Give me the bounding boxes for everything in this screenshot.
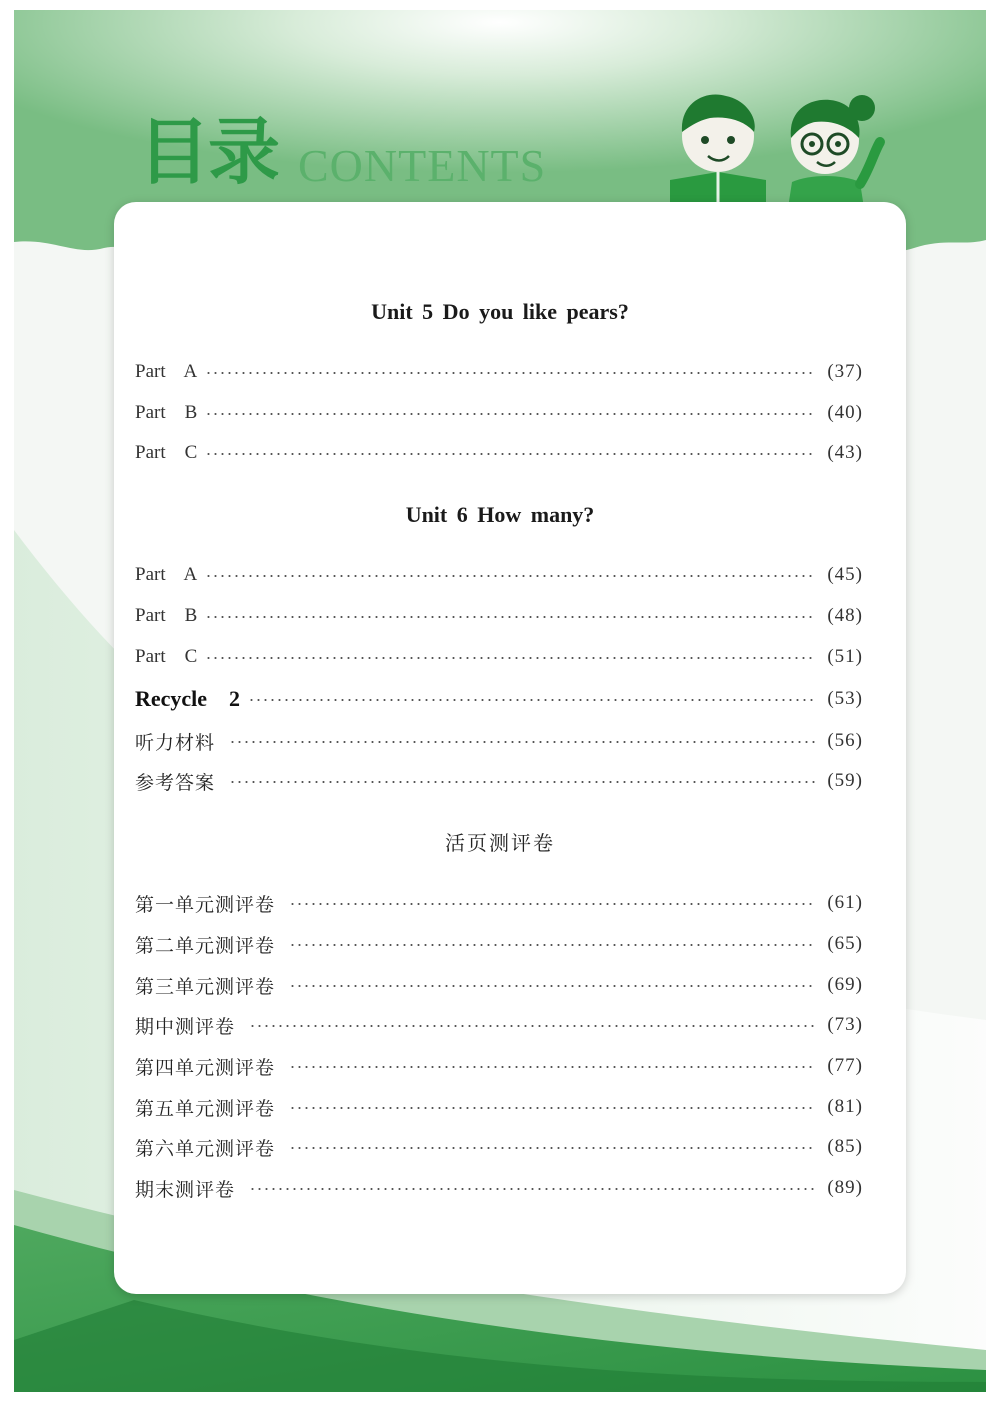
dot-leader (249, 1188, 815, 1190)
dot-leader (205, 616, 815, 618)
toc-entry-page: (77) (827, 1055, 863, 1076)
dot-leader (249, 1025, 815, 1027)
toc-entry-test[interactable] (135, 1051, 863, 1081)
unit-6-title: Unit 6 How many? (405, 502, 595, 527)
toc-entry-test[interactable] (135, 929, 863, 959)
dot-leader (205, 453, 815, 455)
toc-entry-label: 期末测评卷 (135, 1178, 236, 1201)
toc-entry-test[interactable] (135, 888, 863, 918)
toc-entry-page: (89) (827, 1177, 863, 1198)
toc-entry-answers[interactable] (135, 766, 863, 796)
toc-entry[interactable] (135, 438, 863, 468)
dot-leader (289, 985, 815, 987)
dot-leader (229, 741, 815, 743)
dot-leader (205, 657, 815, 659)
dot-leader (289, 903, 815, 905)
toc-entry-page: (65) (827, 933, 863, 954)
toc-entry-label: 第二单元测评卷 (135, 934, 276, 957)
dot-leader (248, 699, 815, 701)
toc-entry[interactable] (135, 398, 863, 428)
toc-entry[interactable] (135, 357, 863, 387)
toc-entry-label: 第一单元测评卷 (135, 893, 276, 916)
toc-entry-label: 第三单元测评卷 (135, 975, 276, 998)
toc-entry-label: Part A (135, 564, 198, 585)
toc-entry[interactable] (135, 560, 863, 590)
toc-entry-page: (40) (827, 402, 863, 423)
toc-entry-label: Part B (135, 605, 198, 626)
toc-entry-page: (53) (827, 688, 863, 709)
dot-leader (205, 372, 815, 374)
toc-entry[interactable] (135, 642, 863, 672)
toc-entry-page: (69) (827, 974, 863, 995)
contents-title-cn: 目录 (138, 110, 279, 194)
dot-leader (289, 944, 815, 946)
dot-leader (289, 1066, 815, 1068)
toc-entry-page: (43) (827, 442, 863, 463)
toc-entry-page: (51) (827, 646, 863, 667)
unit-5-title: Unit 5 Do you like pears? (371, 299, 629, 324)
toc-entry-page: (85) (827, 1136, 863, 1157)
toc-entry-test[interactable] (135, 1173, 863, 1203)
cartoon-kids-illustration (660, 88, 890, 208)
toc-entry-page: (59) (827, 770, 863, 791)
toc-entry-label: 第四单元测评卷 (135, 1056, 276, 1079)
toc-entry-page: (81) (827, 1096, 863, 1117)
toc-entry-label: 参考答案 (135, 771, 216, 794)
toc-entry-page: (61) (827, 892, 863, 913)
dot-leader (289, 1147, 815, 1149)
toc-entry-label: Part C (135, 442, 198, 463)
toc-entry-test[interactable] (135, 1092, 863, 1122)
toc-entry-test[interactable] (135, 970, 863, 1000)
dot-leader (205, 413, 815, 415)
toc-entry-page: (56) (827, 730, 863, 751)
contents-title-en: CONTENTS (298, 140, 547, 191)
toc-entry-test[interactable] (135, 1132, 863, 1162)
dot-leader (205, 575, 815, 577)
toc-entry-page: (37) (827, 361, 863, 382)
toc-entry-page: (73) (827, 1014, 863, 1035)
toc-entry-label: Part C (135, 646, 198, 667)
toc-entry-label: 期中测评卷 (135, 1015, 236, 1038)
toc-entry-label: Part A (135, 361, 198, 382)
dot-leader (289, 1107, 815, 1109)
toc-entry-test[interactable] (135, 1010, 863, 1040)
toc-entry-page: (48) (827, 605, 863, 626)
toc-entry-label: Part B (135, 402, 198, 423)
toc-entry-label: 第六单元测评卷 (135, 1137, 276, 1160)
toc-entry-page: (45) (827, 564, 863, 585)
toc-entry-label: 听力材料 (135, 731, 216, 754)
tests-section-title: 活页测评卷 (445, 831, 555, 855)
toc-entry-label: 第五单元测评卷 (135, 1097, 276, 1120)
dot-leader (229, 781, 815, 783)
toc-entry-listening[interactable] (135, 726, 863, 756)
toc-entry-recycle[interactable] (135, 684, 863, 714)
toc-entry-label: Recycle 2 (135, 686, 241, 711)
toc-entry[interactable] (135, 601, 863, 631)
